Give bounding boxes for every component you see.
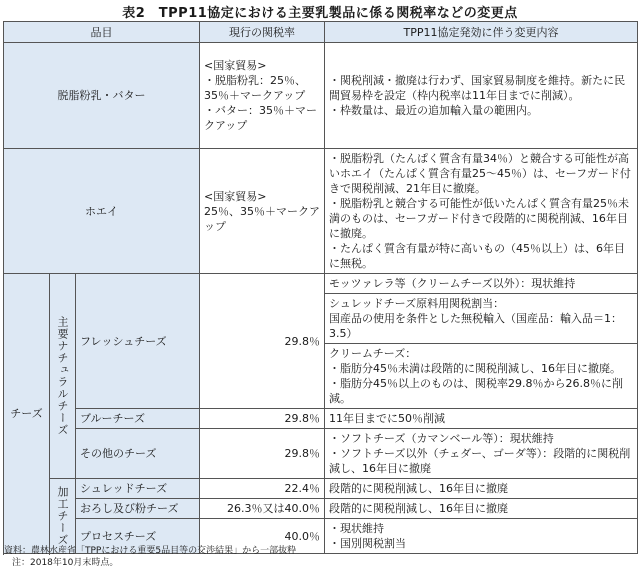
item-shredded-cheese: シュレッドチーズ xyxy=(76,479,200,499)
item-fresh-cheese: フレッシュチーズ xyxy=(76,274,200,409)
change-process-cheese: ・現状維持 ・国別関税割当 xyxy=(325,519,638,554)
item-blue-cheese: ブルーチーズ xyxy=(76,409,200,429)
change-other-cheese: ・ソフトチーズ（カマンベール等）：現状維持 ・ソフトチーズ以外（チェダー、ゴーダ等）：段階的に関税削減し、16年目に撤廃 xyxy=(325,429,638,479)
table-title: 表2 TPP11協定における主要乳製品に係る関税率などの変更点 xyxy=(122,6,518,21)
tariff-grated-cheese: 26.3％又は40.0％ xyxy=(200,499,325,519)
label-processed-cheese: 加工チーズ xyxy=(50,479,76,554)
tariff-whey: <国家貿易> 25％、35％＋マークアップ xyxy=(200,149,325,274)
notes xyxy=(4,545,296,569)
changes-whey: ・脱脂粉乳（たんぱく質含有量34％）と競合する可能性が高いホエイ（たんぱく質含有量25〜45％）は、セーフガード付きで関税削減、21年目に撤廃。 ・脱脂粉乳と競合する可能性が低いたんぱく質含有量25％未満のものは、セーフガード付きで段階的に関税削減、16年目に撤廃。 ・たんぱく質含有量が特に高いもの（45％以上）は、6年目に無税。 xyxy=(325,149,638,274)
item-process-cheese: プロセスチーズ xyxy=(76,519,200,554)
item-other-cheese: その他のチーズ xyxy=(76,429,200,479)
change-fresh-shredded-quota: シュレッドチーズ原料用関税割当： 国産品の使用を条件とした無税輸入（国産品：輸入品＝1：3.5） xyxy=(325,294,638,344)
date-note: 注：2018年10月末時点。 xyxy=(12,558,119,568)
tariff-fresh-cheese: 29.8％ xyxy=(200,274,325,409)
change-shredded-cheese: 段階的に関税削減し、16年目に撤廃 xyxy=(325,479,638,499)
tariff-process-cheese: 40.0％ xyxy=(200,519,325,554)
changes-dairy: ・関税削減・撤廃は行わず、国家貿易制度を維持。新たに民間貿易枠を設定（枠内税率は11年目までに削減）。 ・枠数量は、最近の追加輸入量の範囲内。 xyxy=(325,43,638,149)
change-grated-cheese: 段階的に関税削減し、16年目に撤廃 xyxy=(325,499,638,519)
item-cheese: チーズ xyxy=(4,274,50,554)
item-grated-cheese: おろし及び粉チーズ xyxy=(76,499,200,519)
change-blue-cheese: 11年目までに50％削減 xyxy=(325,409,638,429)
item-dairy: 脱脂粉乳・バター xyxy=(4,43,200,149)
header-changes: TPP11協定発効に伴う変更内容 xyxy=(325,22,638,43)
header-current-tariff: 現行の関税率 xyxy=(200,22,325,43)
change-fresh-cream-cheese: クリームチーズ： ・脂肪分45％未満は段階的に関税削減し、16年目に撤廃。 ・脂肪分45％以上のものは、関税率29.8％から26.8％に削減。 xyxy=(325,344,638,409)
tariff-table xyxy=(3,21,638,554)
tariff-dairy: <国家貿易> ・脱脂粉乳：25％、35％＋マークアップ ・バター：35％＋マークアップ xyxy=(200,43,325,149)
item-whey: ホエイ xyxy=(4,149,200,274)
tariff-blue-cheese: 29.8％ xyxy=(200,409,325,429)
header-item: 品目 xyxy=(4,22,200,43)
label-natural-cheese: 主要ナチュラルチーズ xyxy=(50,274,76,479)
source-note: 資料：農林水産省「TPPにおける重要5品目等の交渉結果」から一部抜粋 xyxy=(4,546,297,556)
change-fresh-mozzarella: モッツァレラ等（クリームチーズ以外）：現状維持 xyxy=(325,274,638,294)
tariff-other-cheese: 29.8％ xyxy=(200,429,325,479)
tariff-shredded-cheese: 22.4％ xyxy=(200,479,325,499)
